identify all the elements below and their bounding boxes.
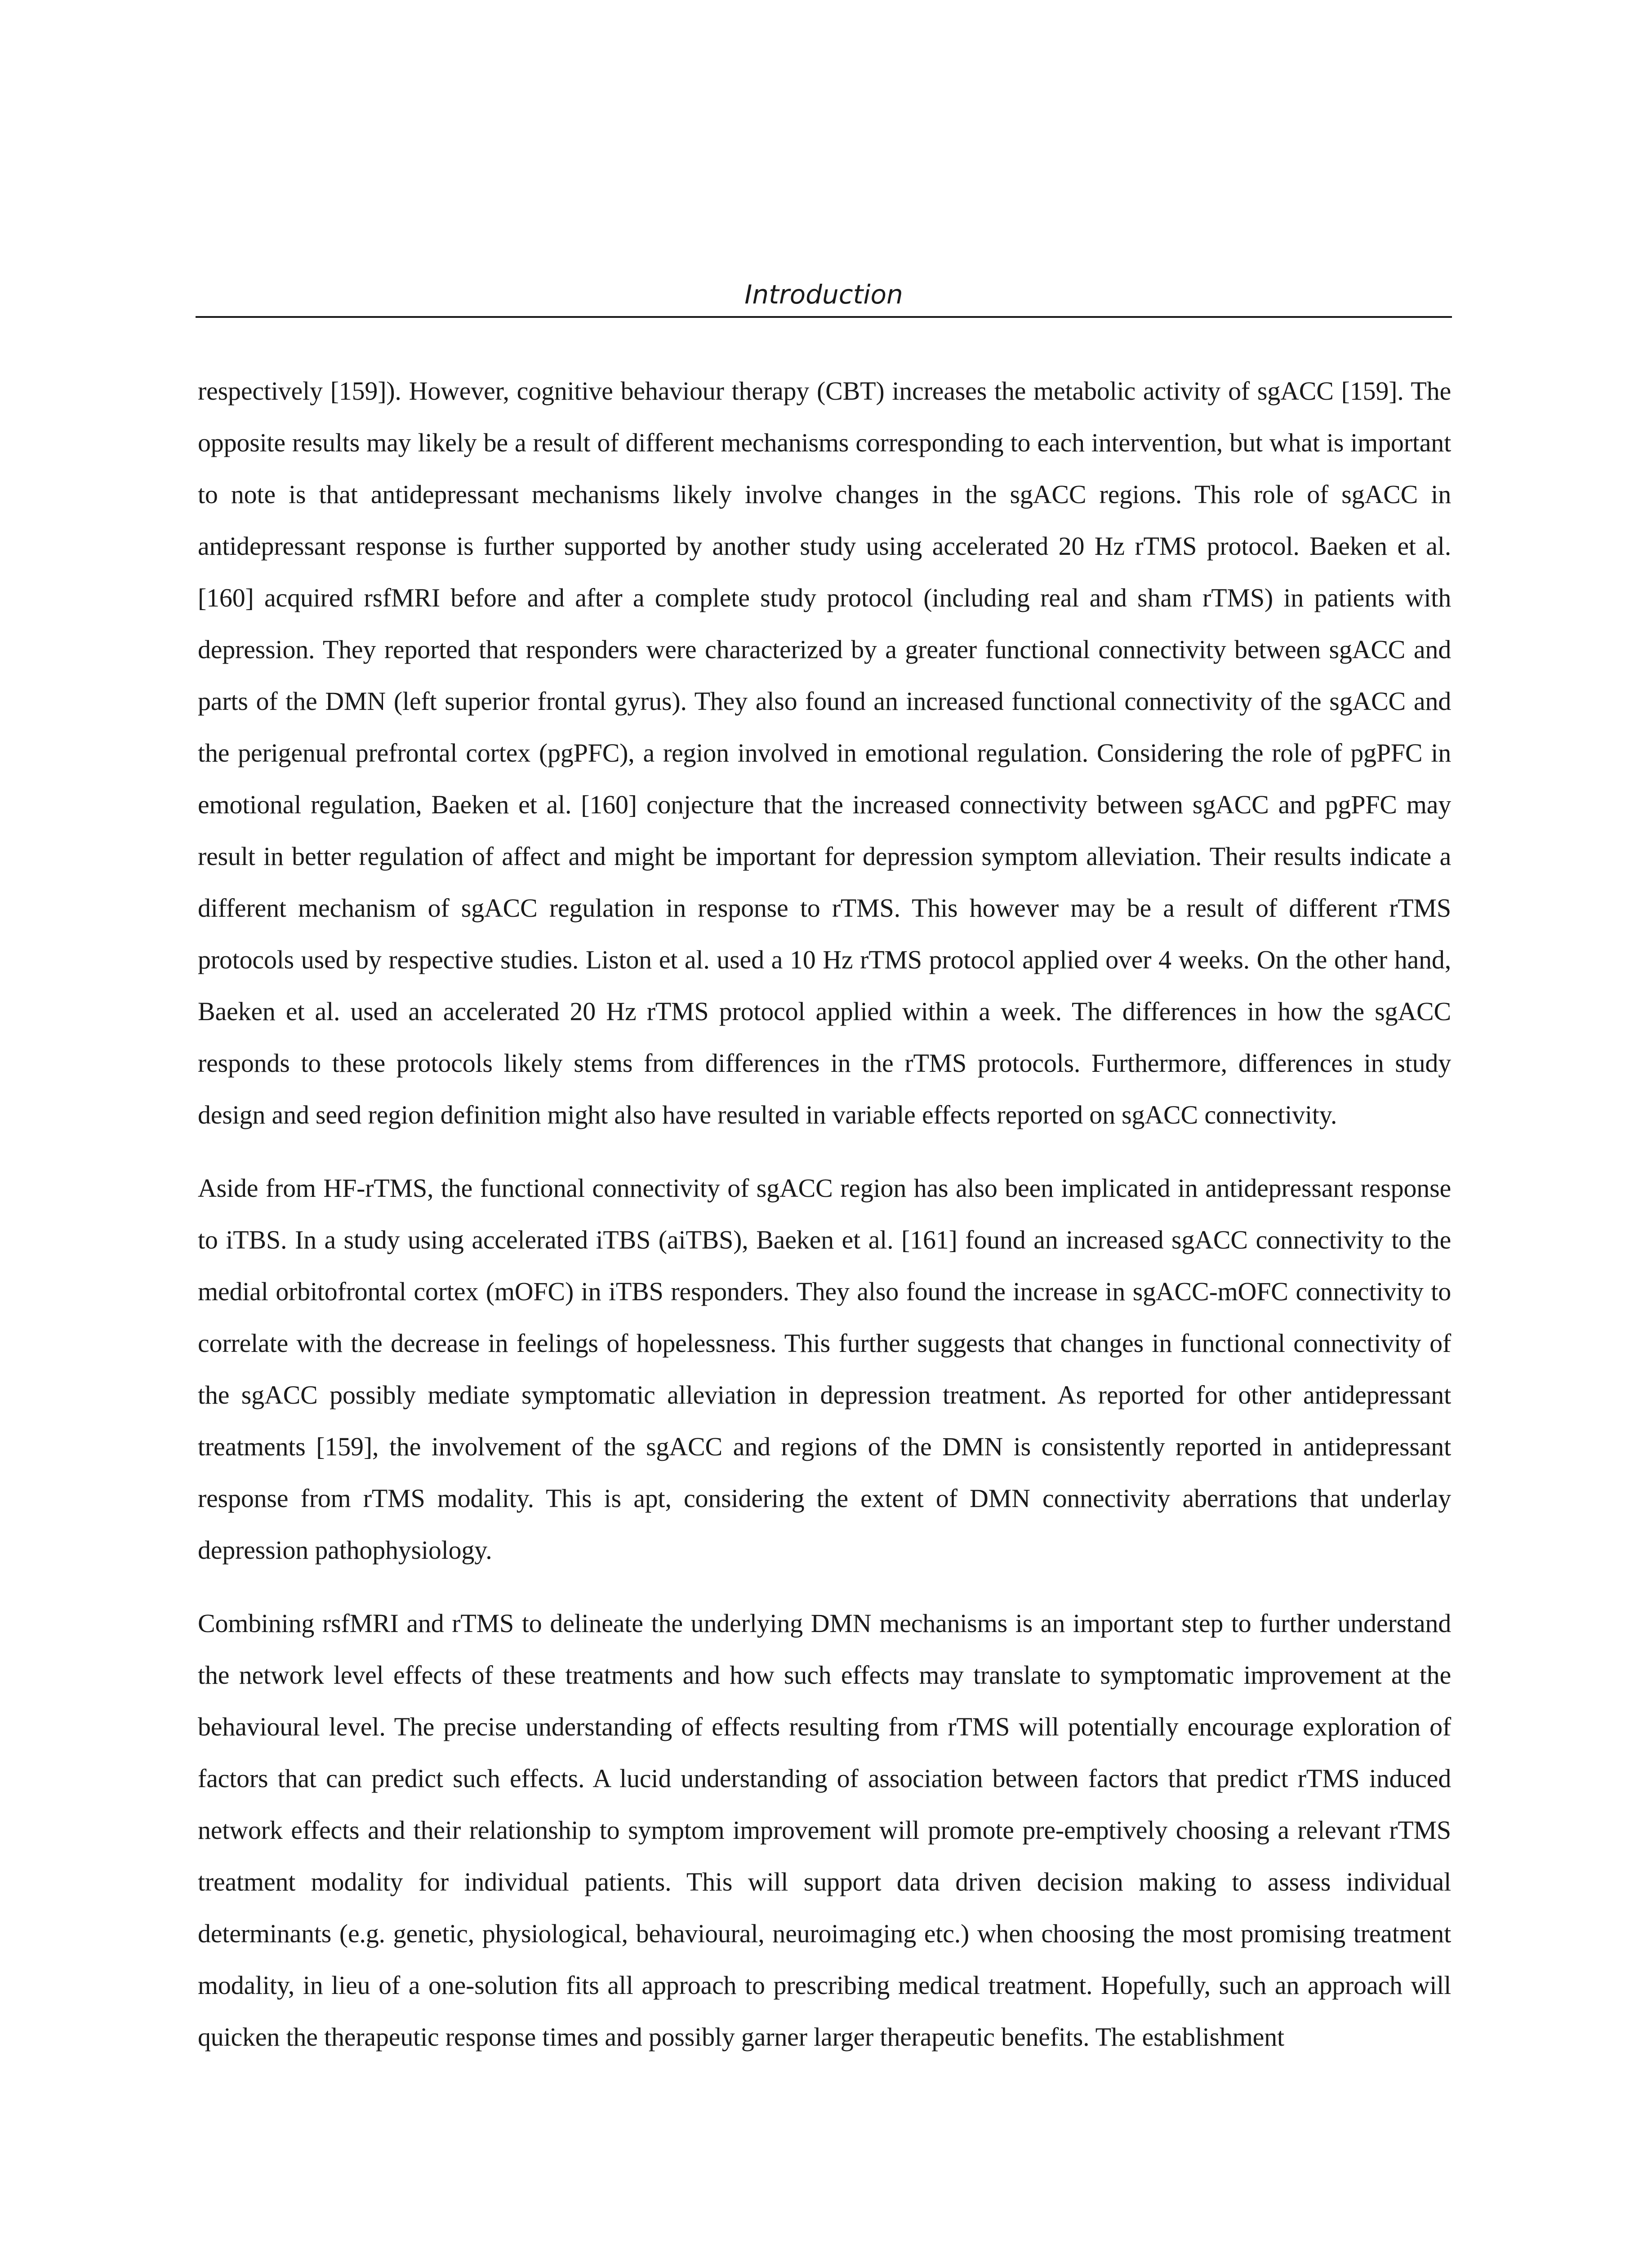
running-header-title: Introduction [744, 279, 903, 310]
body-text [198, 365, 1451, 2084]
paragraph-1: respectively [159]). However, cognitive behaviour therapy (CBT) increases the metabolic activity of sgACC [159]. The opposite results may likely be a result of different mechanisms corresponding to each intervention, but what is important to note is that antidepressant mechanisms likely involve changes in the sgACC regions. This role of sgACC in antidepressant response is further supported by another study using accelerated 20 Hz rTMS protocol. Baeken et al. [160] acquired rsfMRI before and after a complete study protocol (including real and sham rTMS) in patients with depression. They reported that responders were characterized by a greater functional connectivity between sgACC and parts of the DMN (left superior frontal gyrus). They also found an increased functional connectivity of the sgACC and the perigenual prefrontal cortex (pgPFC), a region involved in emotional regulation. Considering the role of pgPFC in emotional regulation, Baeken et al. [160] conjecture that the increased connectivity between sgACC and pgPFC may result in better regulation of affect and might be important for depression symptom alleviation. Their results indicate a different mechanism of sgACC regulation in response to rTMS. This however may be a result of different rTMS protocols used by respective studies. Liston et al. used a 10 Hz rTMS protocol applied over 4 weeks. On the other hand, Baeken et al. used an accelerated 20 Hz rTMS protocol applied within a week. The differences in how the sgACC responds to these protocols likely stems from differences in the rTMS protocols. Furthermore, differences in study design and seed region definition might also have resulted in variable effects reported on sgACC connectivity. [198, 376, 1451, 1129]
header-divider [196, 316, 1452, 318]
paragraph-2: Aside from HF-rTMS, the functional connectivity of sgACC region has also been implicated in antidepressant response to iTBS. In a study using accelerated iTBS (aiTBS), Baeken et al. [161] found an increased sgACC connectivity to the medial orbitofrontal cortex (mOFC) in iTBS responders. They also found the increase in sgACC-mOFC connectivity to correlate with the decrease in feelings of hopelessness. This further suggests that changes in functional connectivity of the sgACC possibly mediate symptomatic alleviation in depression treatment. As reported for other antidepressant treatments [159], the involvement of the sgACC and regions of the DMN is consistently reported in antidepressant response from rTMS modality. This is apt, considering the extent of DMN connectivity aberrations that underlay depression pathophysiology. [198, 1173, 1451, 1565]
paragraph-3: Combining rsfMRI and rTMS to delineate the underlying DMN mechanisms is an important step to further understand the network level effects of these treatments and how such effects may translate to symptomatic improvement at the behavioural level. The precise understanding of effects resulting from rTMS will potentially encourage exploration of factors that can predict such effects. A lucid understanding of association between factors that predict rTMS induced network effects and their relationship to symptom improvement will promote pre-emptively choosing a relevant rTMS treatment modality for individual patients. This will support data driven decision making to assess individual determinants (e.g. genetic, physiological, behavioural, neuroimaging etc.) when choosing the most promising treatment modality, in lieu of a one-solution fits all approach to prescribing medical treatment. Hopefully, such an approach will quicken the therapeutic response times and possibly garner larger therapeutic benefits. The establishment [198, 1609, 1451, 2052]
